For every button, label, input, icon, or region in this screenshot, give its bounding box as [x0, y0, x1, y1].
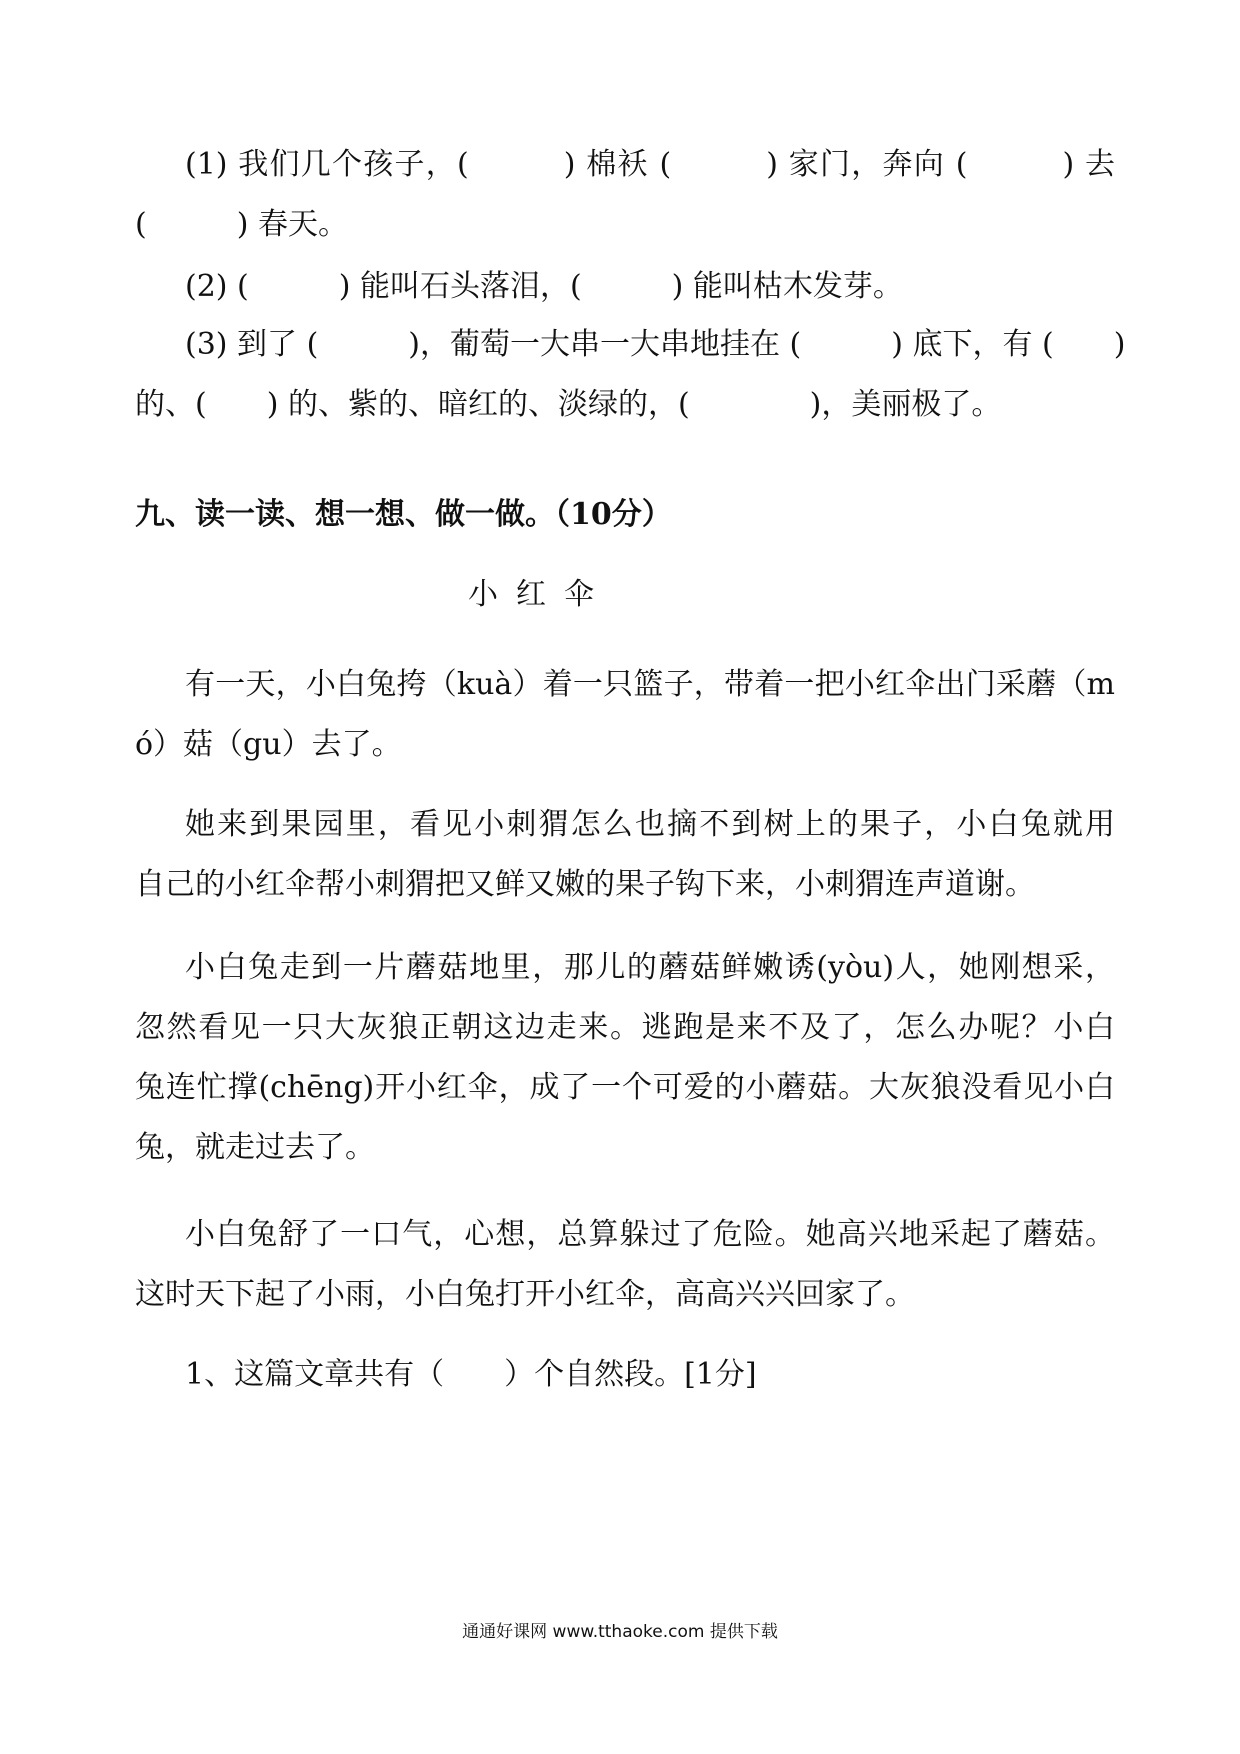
paragraph-1-line-1: 有一天，小白兔挎（kuà）着一只篮子，带着一把小红伞出门采蘑（m — [185, 667, 1115, 702]
fill-in-q2: (2) ( ) 能叫石头落泪，( ) 能叫枯木发芽。 — [185, 269, 903, 304]
fill-in-q3-line2: 的、( ) 的、紫的、暗红的、淡绿的，( )，美丽极了。 — [135, 387, 1002, 422]
paragraph-1-line-2: ó）菇（gu）去了。 — [135, 727, 402, 762]
paragraph-3-line-1: 小白兔走到一片蘑菇地里，那儿的蘑菇鲜嫩诱(yòu)人，她刚想采， — [185, 950, 1115, 985]
section-heading: 九、读一读、想一想、做一做。（10分） — [135, 497, 672, 532]
page-footer: 通通好课网 www.tthaoke.com 提供下载 — [462, 1622, 778, 1642]
fill-in-q1-line2: ( ) 春天。 — [135, 207, 348, 242]
paragraph-2-line-1: 她来到果园里，看见小刺猬怎么也摘不到树上的果子，小白兔就用 — [185, 807, 1115, 842]
question-1: 1、这篇文章共有（ ）个自然段。[1分] — [185, 1357, 757, 1392]
fill-in-q1-line1: (1) 我们几个孩子，( ) 棉袄 ( ) 家门，奔向 ( ) 去 — [185, 147, 1115, 182]
paragraph-3-line-3: 兔连忙撑(chēng)开小红伞，成了一个可爱的小蘑菇。大灰狼没看见小白 — [135, 1070, 1115, 1105]
story-title: 小红伞 — [468, 577, 612, 612]
paragraph-3-line-4: 兔，就走过去了。 — [135, 1130, 375, 1165]
paragraph-2-line-2: 自己的小红伞帮小刺猬把又鲜又嫩的果子钩下来，小刺猬连声道谢。 — [135, 867, 1035, 902]
paragraph-4-line-2: 这时天下起了小雨，小白兔打开小红伞，高高兴兴回家了。 — [135, 1277, 915, 1312]
fill-in-q3-line1: (3) 到了 ( )，葡萄一大串一大串地挂在 ( ) 底下，有 ( ) — [185, 327, 1126, 362]
paragraph-4-line-1: 小白兔舒了一口气，心想，总算躲过了危险。她高兴地采起了蘑菇。 — [185, 1217, 1115, 1252]
paragraph-3-line-2: 忽然看见一只大灰狼正朝这边走来。逃跑是来不及了，怎么办呢？小白 — [135, 1010, 1115, 1045]
